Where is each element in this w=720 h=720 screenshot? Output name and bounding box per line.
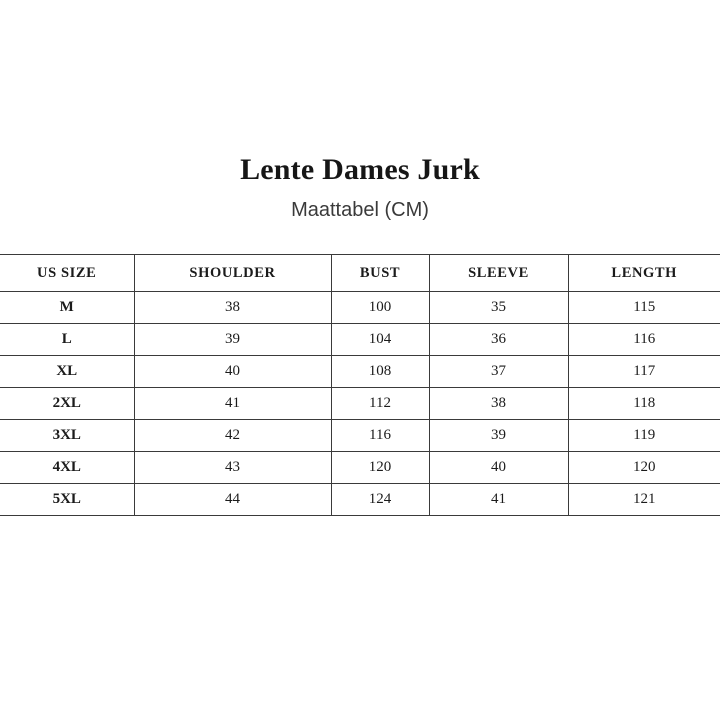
document-header <box>0 0 720 222</box>
cell-length: 120 <box>568 452 720 484</box>
cell-shoulder: 44 <box>134 484 331 516</box>
cell-bust: 124 <box>331 484 429 516</box>
page-title: Lente Dames Jurk <box>240 153 480 186</box>
cell-us-size: 3XL <box>0 420 134 452</box>
size-table-container <box>0 254 720 516</box>
cell-us-size: 4XL <box>0 452 134 484</box>
cell-us-size: 2XL <box>0 388 134 420</box>
cell-bust: 104 <box>331 324 429 356</box>
cell-bust: 100 <box>331 292 429 324</box>
cell-bust: 120 <box>331 452 429 484</box>
cell-length: 121 <box>568 484 720 516</box>
table-row <box>0 292 720 324</box>
cell-bust: 108 <box>331 356 429 388</box>
cell-sleeve: 40 <box>429 452 568 484</box>
cell-length: 116 <box>568 324 720 356</box>
table-row <box>0 420 720 452</box>
cell-shoulder: 38 <box>134 292 331 324</box>
cell-length: 117 <box>568 356 720 388</box>
cell-length: 118 <box>568 388 720 420</box>
cell-length: 119 <box>568 420 720 452</box>
cell-us-size: L <box>0 324 134 356</box>
table-row <box>0 388 720 420</box>
column-header-bust: BUST <box>331 255 429 292</box>
cell-sleeve: 41 <box>429 484 568 516</box>
table-row <box>0 484 720 516</box>
table-header-row <box>0 255 720 292</box>
cell-sleeve: 39 <box>429 420 568 452</box>
page-subtitle: Maattabel (CM) <box>291 199 429 221</box>
column-header-length: LENGTH <box>568 255 720 292</box>
cell-bust: 112 <box>331 388 429 420</box>
size-table <box>0 254 720 516</box>
size-table-head <box>0 255 720 292</box>
table-row <box>0 356 720 388</box>
cell-shoulder: 40 <box>134 356 331 388</box>
cell-sleeve: 37 <box>429 356 568 388</box>
cell-shoulder: 41 <box>134 388 331 420</box>
cell-shoulder: 39 <box>134 324 331 356</box>
cell-bust: 116 <box>331 420 429 452</box>
column-header-shoulder: SHOULDER <box>134 255 331 292</box>
cell-shoulder: 42 <box>134 420 331 452</box>
cell-us-size: XL <box>0 356 134 388</box>
cell-us-size: 5XL <box>0 484 134 516</box>
table-row <box>0 324 720 356</box>
cell-shoulder: 43 <box>134 452 331 484</box>
table-row <box>0 452 720 484</box>
column-header-sleeve: SLEEVE <box>429 255 568 292</box>
cell-sleeve: 35 <box>429 292 568 324</box>
column-header-us-size: US SIZE <box>0 255 134 292</box>
cell-sleeve: 36 <box>429 324 568 356</box>
size-table-body <box>0 292 720 516</box>
cell-sleeve: 38 <box>429 388 568 420</box>
cell-length: 115 <box>568 292 720 324</box>
cell-us-size: M <box>0 292 134 324</box>
